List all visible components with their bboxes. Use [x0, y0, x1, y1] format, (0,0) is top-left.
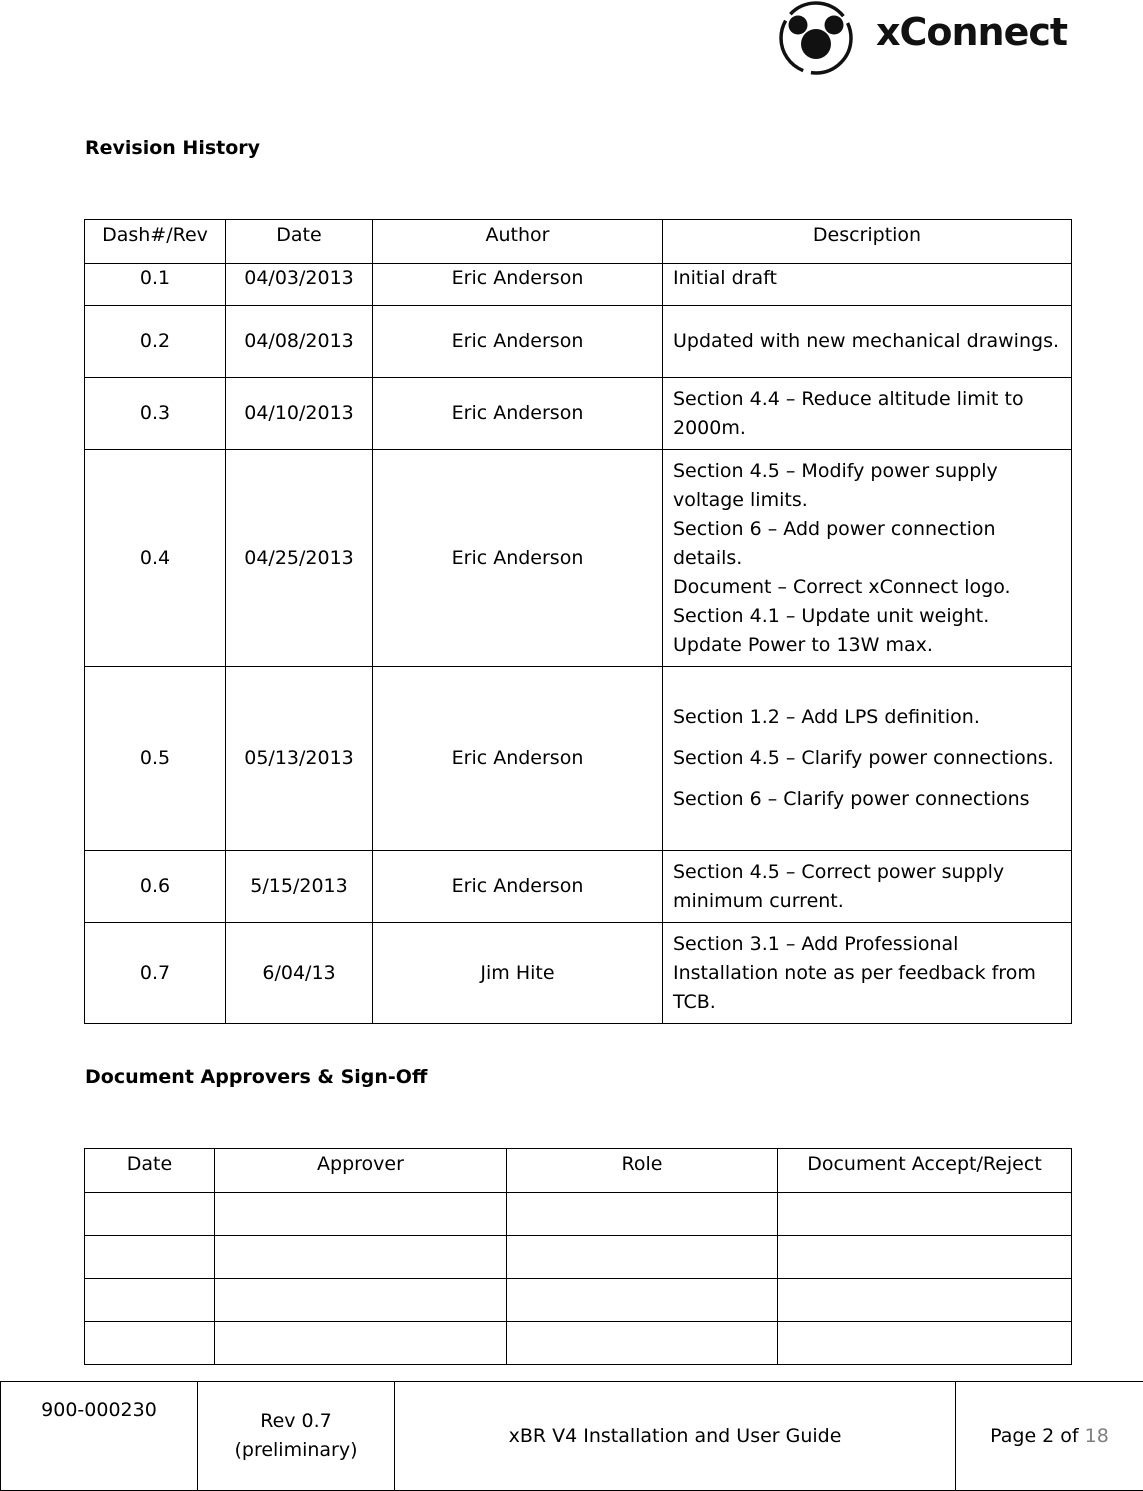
column-header: Role — [507, 1149, 778, 1193]
empty-cell — [215, 1236, 507, 1279]
empty-cell — [215, 1279, 507, 1322]
rev-cell: 0.6 — [85, 851, 226, 923]
date-cell: 6/04/13 — [226, 923, 373, 1024]
rev-cell: 0.1 — [85, 264, 226, 306]
description-line: Section 4.5 – Correct power supply minimum current. — [673, 858, 1061, 916]
description-line: Section 1.2 – Add LPS definition. — [673, 703, 1061, 732]
description-line: Section 3.1 – Add Professional Installation note as per feedback from TCB. — [673, 930, 1061, 1017]
approvers-table — [84, 1148, 1072, 1365]
revision-label: Rev 0.7 — [208, 1407, 384, 1436]
description-cell — [663, 378, 1072, 450]
description-line: Section 6 – Add power connection details. — [673, 515, 1061, 573]
page-footer — [0, 1381, 1143, 1491]
empty-cell — [85, 1322, 215, 1365]
column-header: Approver — [215, 1149, 507, 1193]
mickey-head-icon — [776, 0, 858, 76]
author-cell: Eric Anderson — [373, 450, 663, 667]
empty-cell — [507, 1193, 778, 1236]
table-row — [85, 1322, 1072, 1365]
date-cell: 04/03/2013 — [226, 264, 373, 306]
column-header: Author — [373, 220, 663, 264]
page-number — [956, 1382, 1143, 1491]
description-cell — [663, 264, 1072, 306]
rev-cell: 0.4 — [85, 450, 226, 667]
revision-history-table — [84, 219, 1072, 1024]
logo-text: xConnect — [876, 10, 1067, 54]
rev-cell: 0.7 — [85, 923, 226, 1024]
description-cell — [663, 923, 1072, 1024]
empty-cell — [507, 1236, 778, 1279]
description-line: Updated with new mechanical drawings. — [673, 327, 1061, 356]
empty-cell — [215, 1322, 507, 1365]
empty-cell — [507, 1322, 778, 1365]
description-cell — [663, 667, 1072, 851]
empty-cell — [778, 1193, 1072, 1236]
description-line: Section 4.5 – Modify power supply voltage limits. — [673, 457, 1061, 515]
column-header: Description — [663, 220, 1072, 264]
table-row — [85, 264, 1072, 306]
description-cell — [663, 450, 1072, 667]
table-row — [85, 450, 1072, 667]
document-title: xBR V4 Installation and User Guide — [395, 1382, 956, 1491]
empty-cell — [85, 1236, 215, 1279]
revision-header-row — [85, 220, 1072, 264]
description-line: Document – Correct xConnect logo. — [673, 573, 1061, 602]
empty-cell — [85, 1193, 215, 1236]
table-row — [85, 1193, 1072, 1236]
empty-cell — [778, 1322, 1072, 1365]
rev-cell: 0.3 — [85, 378, 226, 450]
column-header: Dash#/Rev — [85, 220, 226, 264]
date-cell: 04/10/2013 — [226, 378, 373, 450]
column-header: Date — [226, 220, 373, 264]
rev-cell: 0.2 — [85, 306, 226, 378]
empty-cell — [507, 1279, 778, 1322]
empty-cell — [85, 1279, 215, 1322]
column-header: Date — [85, 1149, 215, 1193]
description-line: Initial draft — [673, 264, 1061, 293]
doc-number: 900-000230 — [1, 1382, 198, 1491]
rev-cell: 0.5 — [85, 667, 226, 851]
author-cell: Eric Anderson — [373, 264, 663, 306]
empty-cell — [778, 1279, 1072, 1322]
page-total: 18 — [1085, 1425, 1109, 1447]
author-cell: Jim Hite — [373, 923, 663, 1024]
author-cell: Eric Anderson — [373, 306, 663, 378]
revision-history-heading: Revision History — [85, 137, 260, 159]
page-label: Page 2 of — [990, 1425, 1085, 1447]
description-line: Section 4.4 – Reduce altitude limit to 2000m. — [673, 385, 1061, 443]
xconnect-logo — [776, 0, 1056, 76]
author-cell: Eric Anderson — [373, 667, 663, 851]
table-row — [85, 667, 1072, 851]
table-row — [85, 851, 1072, 923]
revision-status: (preliminary) — [208, 1436, 384, 1465]
date-cell: 04/08/2013 — [226, 306, 373, 378]
table-row — [85, 1236, 1072, 1279]
empty-cell — [215, 1193, 507, 1236]
description-cell — [663, 851, 1072, 923]
empty-cell — [778, 1236, 1072, 1279]
author-cell: Eric Anderson — [373, 851, 663, 923]
description-line: Update Power to 13W max. — [673, 631, 1061, 660]
description-cell — [663, 306, 1072, 378]
table-row — [85, 1279, 1072, 1322]
approvers-heading: Document Approvers & Sign-Off — [85, 1066, 427, 1088]
date-cell: 5/15/2013 — [226, 851, 373, 923]
date-cell: 04/25/2013 — [226, 450, 373, 667]
description-line: Section 4.5 – Clarify power connections. — [673, 744, 1061, 773]
table-row — [85, 306, 1072, 378]
table-row — [85, 923, 1072, 1024]
approvers-header-row — [85, 1149, 1072, 1193]
revision-cell — [198, 1382, 395, 1491]
author-cell: Eric Anderson — [373, 378, 663, 450]
table-row — [85, 378, 1072, 450]
footer-row — [1, 1382, 1143, 1491]
column-header: Document Accept/Reject — [778, 1149, 1072, 1193]
date-cell: 05/13/2013 — [226, 667, 373, 851]
description-line: Section 4.1 – Update unit weight. — [673, 602, 1061, 631]
description-line: Section 6 – Clarify power connections — [673, 785, 1061, 814]
